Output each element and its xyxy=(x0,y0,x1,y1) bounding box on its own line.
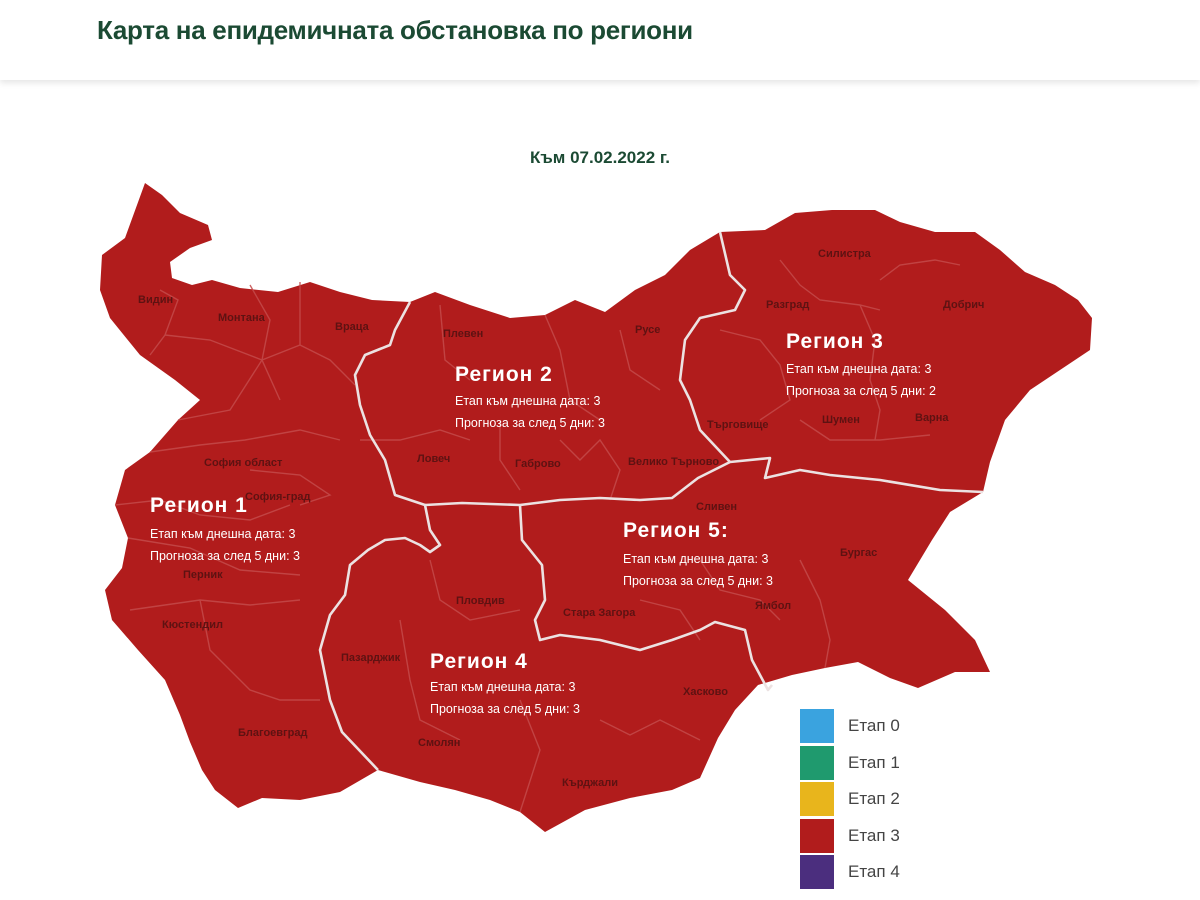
region-forecast-line: Прогноза за след 5 дни: 3 xyxy=(430,702,580,716)
legend-label: Етап 0 xyxy=(848,716,900,736)
legend-swatch xyxy=(800,782,834,816)
page-title: Карта на епидемичната обстановка по региони xyxy=(97,15,693,45)
oblast-label: Хасково xyxy=(683,686,728,698)
oblast-label: Кърджали xyxy=(562,777,618,789)
oblast-label: Габрово xyxy=(515,458,561,470)
legend-item-stage-2 xyxy=(800,781,900,818)
region-forecast-line: Прогноза за след 5 дни: 3 xyxy=(455,416,605,430)
oblast-label: Пловдив xyxy=(456,595,505,607)
oblast-label: Търговище xyxy=(707,419,769,431)
oblast-label: Ловеч xyxy=(417,453,451,465)
oblast-label: Ямбол xyxy=(755,600,792,612)
legend-item-stage-4 xyxy=(800,854,900,891)
region-stage-line: Етап към днешна дата: 3 xyxy=(623,552,769,566)
oblast-label: Добрич xyxy=(943,299,985,311)
oblast-label: Благоевград xyxy=(238,727,308,739)
oblast-label: Кюстендил xyxy=(162,619,223,631)
oblast-label: Стара Загора xyxy=(563,607,636,619)
oblast-label: Велико Търново xyxy=(628,456,720,468)
region-stage-line: Етап към днешна дата: 3 xyxy=(455,394,601,408)
legend-label: Етап 2 xyxy=(848,789,900,809)
oblast-label: Враца xyxy=(335,321,369,333)
legend-label: Етап 4 xyxy=(848,862,900,882)
legend-swatch xyxy=(800,855,834,889)
oblast-label: Видин xyxy=(138,294,174,306)
region-forecast-line: Прогноза за след 5 дни: 3 xyxy=(150,549,300,563)
oblast-label: Смолян xyxy=(418,737,461,749)
legend-label: Етап 1 xyxy=(848,752,900,772)
region-title: Регион 1 xyxy=(150,494,248,517)
legend-item-stage-1 xyxy=(800,745,900,782)
region-stage-line: Етап към днешна дата: 3 xyxy=(430,680,576,694)
oblast-label: Бургас xyxy=(840,547,878,559)
oblast-label: Монтана xyxy=(218,312,265,324)
oblast-label: Силистра xyxy=(818,248,871,260)
oblast-label: София-град xyxy=(245,491,311,503)
oblast-label: Разград xyxy=(766,299,810,311)
oblast-label: Русе xyxy=(635,324,661,336)
legend-swatch xyxy=(800,709,834,743)
region-stage-line: Етап към днешна дата: 3 xyxy=(150,527,296,541)
legend-swatch xyxy=(800,746,834,780)
legend-swatch xyxy=(800,819,834,853)
region-title: Регион 3 xyxy=(786,330,884,353)
oblast-label: Шумен xyxy=(822,414,860,426)
legend-item-stage-3 xyxy=(800,818,900,855)
region-forecast-line: Прогноза за след 5 дни: 3 xyxy=(623,574,773,588)
oblast-label: Плевен xyxy=(443,328,484,340)
region-title: Регион 5: xyxy=(623,519,729,542)
region-title: Регион 2 xyxy=(455,363,553,386)
oblast-label: Пазарджик xyxy=(341,652,401,664)
legend-label: Етап 3 xyxy=(848,825,900,845)
region-stage-line: Етап към днешна дата: 3 xyxy=(786,362,932,376)
legend-item-stage-0 xyxy=(800,708,900,745)
oblast-label: Перник xyxy=(183,569,223,581)
oblast-label: Варна xyxy=(915,412,949,424)
oblast-label: Сливен xyxy=(696,501,738,513)
region-forecast-line: Прогноза за след 5 дни: 2 xyxy=(786,384,936,398)
region-title: Регион 4 xyxy=(430,650,528,673)
oblast-label: София област xyxy=(204,457,283,469)
date-label: Към 07.02.2022 г. xyxy=(530,148,670,167)
map-legend xyxy=(800,708,900,891)
